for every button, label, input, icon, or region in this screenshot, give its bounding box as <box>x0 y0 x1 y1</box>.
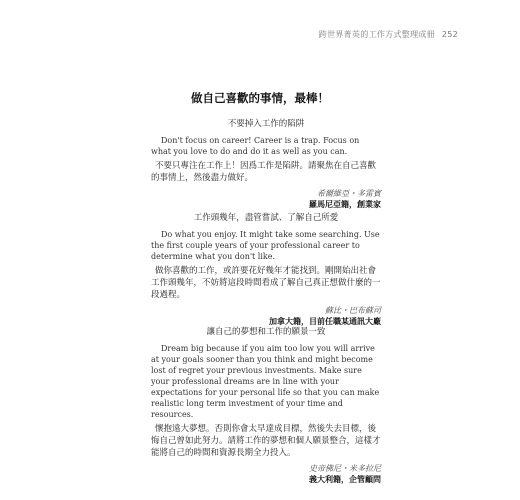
chinese-quote: 做你喜歡的工作，或許要花好幾年才能找到。剛開始出社會工作頭幾年，不妨將這段時間看成了解自己真正想做什麼的一段過程。 <box>151 266 381 300</box>
quote-section <box>151 117 381 210</box>
author-role: 羅馬尼亞籍，創業家 <box>309 200 381 209</box>
attribution <box>151 305 381 327</box>
author-role: 義大利籍，企管顧問 <box>309 475 381 484</box>
section-subtitle: 不要掉入工作的陷阱 <box>227 119 305 129</box>
chinese-quote: 懷抱遠大夢想。否則你會太早達成目標，然後失去目標，後悔自己曾如此努力。請將工作的夢想和個人願景整合，這樣才能將自己的時間和資源長期全力投入。 <box>151 424 381 458</box>
attribution <box>151 463 381 485</box>
author-name: 蘇比・巴布蘇司 <box>325 306 381 315</box>
english-quote: Don't focus on career! Career is a trap. Focus on what you love to do and do it as well as you can. <box>151 136 360 156</box>
english-quote: Dream big because if you aim too low you will arrive at your goals sooner than you think and might become lost of regret your previous investments. Make sure your professional dreams are in line with your expectations for your personal life so that you can make realistic long term investment of your time and resources. <box>151 344 380 419</box>
english-quote: Do what you enjoy. It might take some searching. Use the first couple years of your professional career to determine what you don't like. <box>151 230 380 261</box>
attribution <box>151 188 381 210</box>
running-header <box>319 29 458 40</box>
section-subtitle: 工作頭幾年，盡管嘗試、了解自己所愛 <box>193 213 339 223</box>
quote-section <box>151 211 381 327</box>
page-title: 做自己喜歡的事情，最棒！ <box>191 91 329 105</box>
chinese-quote: 不要只專注在工作上！因爲工作是陷阱。請聚焦在自己喜歡的事情上，然後盡力做好。 <box>151 161 377 183</box>
author-name: 希爾維亞・多雷賓 <box>317 189 381 198</box>
book-title: 跨世界菁英的工作方式整理成冊 <box>318 30 435 39</box>
author-role: 加拿大籍，目前任職某通訊大廠 <box>269 317 381 326</box>
section-subtitle: 讓自己的夢想和工作的願景一致 <box>206 327 326 337</box>
author-name: 史帝佛尼・米多拉尼 <box>309 464 381 473</box>
page-number: 252 <box>441 30 458 39</box>
quote-section <box>151 325 381 485</box>
